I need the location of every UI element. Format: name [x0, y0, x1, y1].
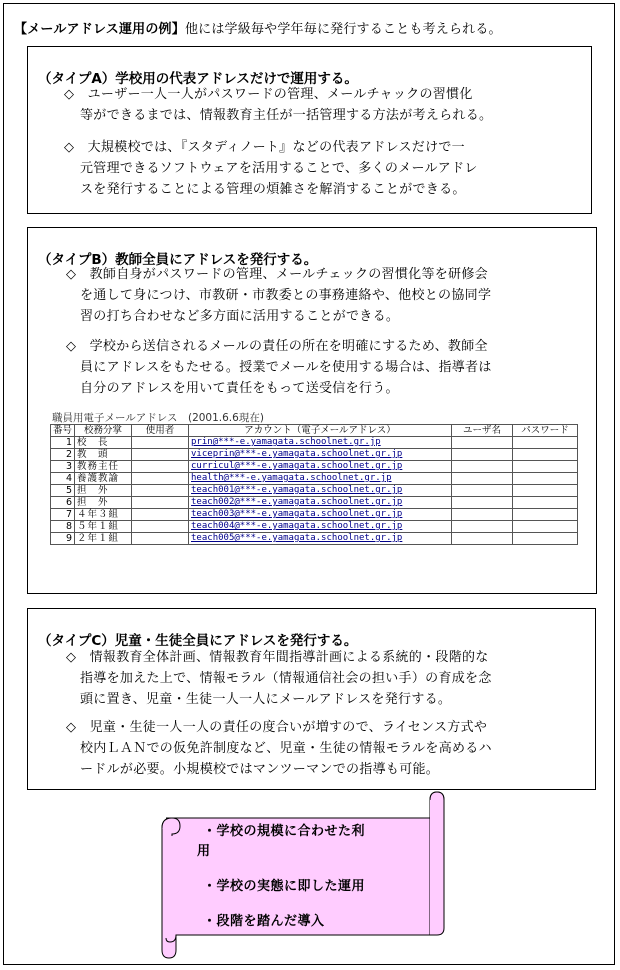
- type-a-para-1-line-1: ◇ ユーザー一人一人がパスワードの管理、メールチャックの習慣化: [64, 87, 473, 102]
- row-number: 3: [51, 461, 75, 473]
- type-c-para-2-line-3: ードルが必要。小規模校ではマンツーマンでの指導も可能。: [80, 762, 440, 777]
- type-c-para-1-line-2: 指導を加えた上で、情報モラル（情報通信社会の担い手）の育成を念: [80, 671, 492, 686]
- intro-text: 他には学級毎や学年毎に発行することも考えられる。: [184, 22, 502, 37]
- row-account-link[interactable]: curricul@***-e.yamagata.schoolnet.gr.jp: [189, 461, 452, 473]
- scroll-line-3: ・学校の実態に即した運用: [203, 879, 366, 894]
- row-account-link[interactable]: teach002@***-e.yamagata.schoolnet.gr.jp: [189, 497, 452, 509]
- col-header-number: 番号: [51, 425, 75, 437]
- scroll-right-curl: [430, 792, 444, 935]
- scroll-line-4: ・段階を踏んだ導入: [203, 914, 325, 929]
- row-role: ２年１組: [75, 533, 132, 545]
- type-b-para-2-line-1: ◇ 学校から送信されるメールの責任の所在を明確にするため、教師全: [66, 339, 488, 354]
- row-role: 教 頭: [75, 449, 132, 461]
- row-account-link[interactable]: health@***-e.yamagata.schoolnet.gr.jp: [189, 473, 452, 485]
- row-account-link[interactable]: teach005@***-e.yamagata.schoolnet.gr.jp: [189, 533, 452, 545]
- address-table-caption: 職員用電子メールアドレス (2001.6.6現在): [52, 412, 264, 424]
- type-a-para-2-line-1: ◇ 大規模校では、『スタディノート』などの代表アドレスだけで一: [64, 140, 465, 155]
- type-a-para-2-line-2: 元管理できるソフトウェアを活用することで、多くのメールアドレ: [80, 161, 478, 176]
- col-header-user: 使用者: [132, 425, 189, 437]
- row-account-link[interactable]: prin@***-e.yamagata.schoolnet.gr.jp: [189, 437, 452, 449]
- row-role: 校 長: [75, 437, 132, 449]
- type-a-title: （タイプA）学校用の代表アドレスだけで運用する。: [38, 71, 358, 87]
- row-role: 担 外: [75, 485, 132, 497]
- row-number: 5: [51, 485, 75, 497]
- row-role: 教務主任: [75, 461, 132, 473]
- type-b-para-1-line-1: ◇ 教師自身がパスワードの管理、メールチェックの習慣化等を研修会: [66, 267, 488, 282]
- type-b-para-1-line-3: 習の打ち合わせなど多方面に活用することができる。: [80, 309, 400, 324]
- row-role: ４年３組: [75, 509, 132, 521]
- type-c-para-2-line-1: ◇ 児童・生徒一人一人の責任の度合いが増すので、ライセンス方式や: [66, 720, 488, 735]
- intro-heading: 【メールアドレス運用の例】: [14, 22, 185, 37]
- row-account-link[interactable]: teach004@***-e.yamagata.schoolnet.gr.jp: [189, 521, 452, 533]
- col-header-password: パスワード: [513, 425, 578, 437]
- row-role: 養護教諭: [75, 473, 132, 485]
- row-number: 2: [51, 449, 75, 461]
- type-c-para-2-line-2: 校内ＬＡＮでの仮免許制度など、児童・生徒の情報モラルを高めるハ: [80, 741, 492, 756]
- scroll-line-2: 用: [197, 844, 211, 859]
- row-number: 8: [51, 521, 75, 533]
- row-number: 9: [51, 533, 75, 545]
- type-b-title: （タイプB）教師全員にアドレスを発行する。: [38, 252, 318, 268]
- type-a-para-1-line-2: 等ができるまでは、情報教育主任が一括管理する方法が考えられる。: [80, 108, 493, 123]
- type-b-para-2-line-3: 自分のアドレスを用いて責任をもって送受信を行う。: [80, 381, 399, 396]
- type-c-para-1-line-1: ◇ 情報教育全体計画、情報教育年間指導計画による系統的・段階的な: [66, 650, 489, 665]
- scroll-line-1: ・学校の規模に合わせた利: [203, 824, 366, 839]
- col-header-account: アカウント（電子メールアドレス）: [189, 425, 452, 437]
- row-account-link[interactable]: viceprin@***-e.yamagata.schoolnet.gr.jp: [189, 449, 452, 461]
- type-b-para-1-line-2: を通して身につけ、市教研・市教委との事務連絡や、他校との協同学: [80, 288, 492, 303]
- type-c-para-1-line-3: 頭に置き、児童・生徒一人一人にメールアドレスを発行する。: [80, 692, 452, 707]
- col-header-username: ユーザ名: [452, 425, 513, 437]
- row-account-link[interactable]: teach003@***-e.yamagata.schoolnet.gr.jp: [189, 509, 452, 521]
- row-number: 1: [51, 437, 75, 449]
- type-c-title: （タイプC）児童・生徒全員にアドレスを発行する。: [38, 633, 358, 649]
- row-number: 4: [51, 473, 75, 485]
- row-number: 7: [51, 509, 75, 521]
- row-role: 担 外: [75, 497, 132, 509]
- row-account-link[interactable]: teach001@***-e.yamagata.schoolnet.gr.jp: [189, 485, 452, 497]
- row-number: 6: [51, 497, 75, 509]
- type-b-para-2-line-2: 員にアドレスをもたせる。授業でメールを使用する場合は、指導者は: [80, 360, 492, 375]
- scroll-text: [197, 822, 422, 932]
- row-role: ５年１組: [75, 521, 132, 533]
- col-header-role: 校務分掌: [75, 425, 132, 437]
- type-a-para-2-line-3: スを発行することによる管理の煩雑さを解消することができる。: [80, 182, 466, 197]
